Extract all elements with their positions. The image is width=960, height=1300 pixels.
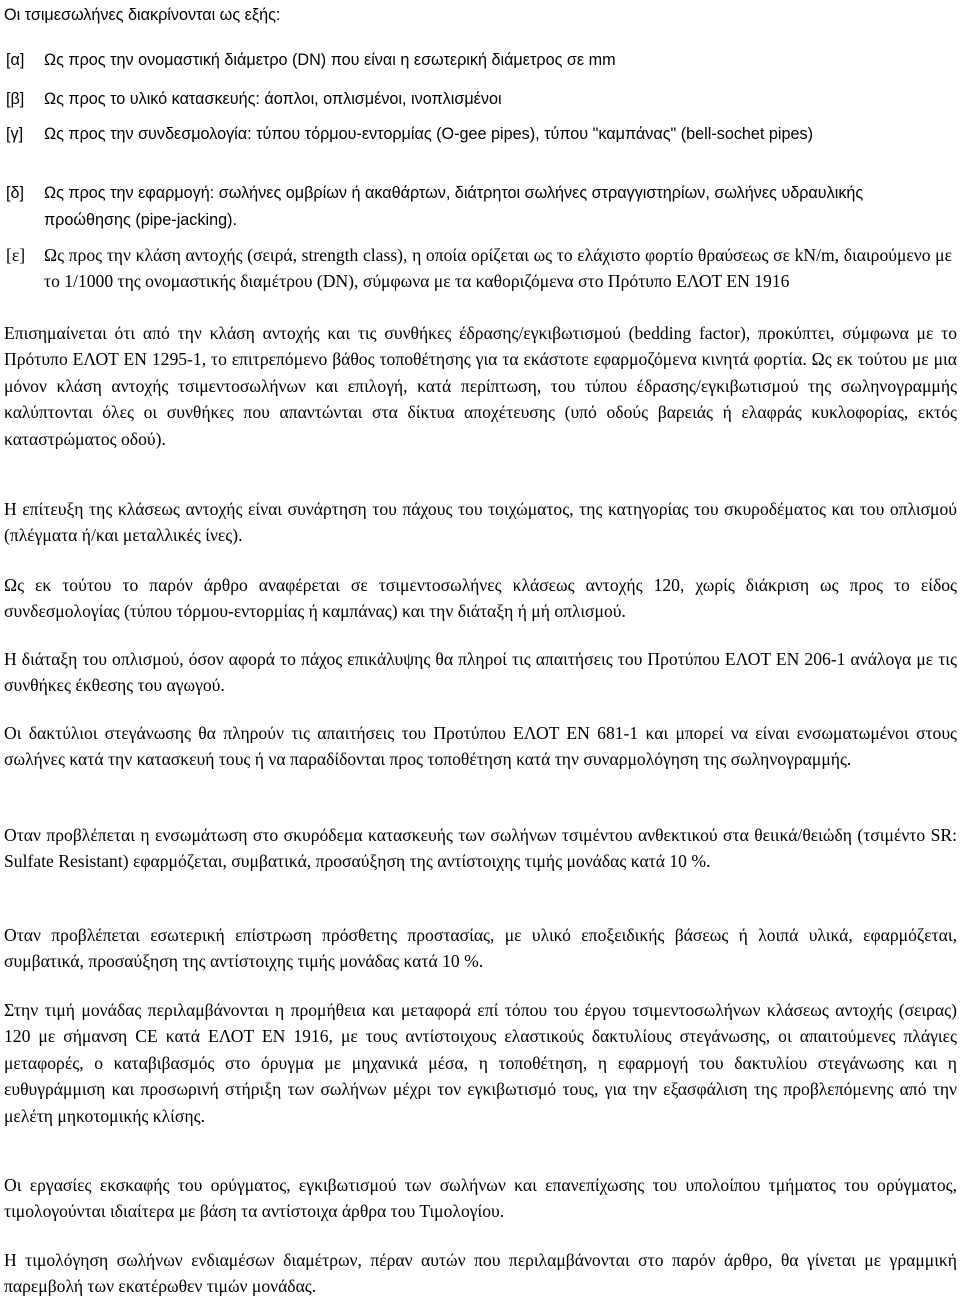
list-item-beta [6, 86, 956, 113]
paragraph-interpolation: Η τιμολόγηση σωλήνων ενδιαμέσων διαμέτρων, πέραν αυτών που περιλαμβάνονται στο παρόν άρθρο, θα γίνεται με γραμμική παρεμβολή των εκατέρωθεν τιμών μονάδας. [4, 1250, 957, 1297]
paragraph-strength-class: Η επίτευξη της κλάσεως αντοχής είναι συνάρτηση του πάχους του τοιχώματος, της κατηγορίας του σκυροδέματος και του οπλισμού (πλέγματα ή/και μεταλλικές ίνες). [4, 499, 957, 546]
paragraph-unit-price-includes: Στην τιμή μονάδας περιλαμβάνονται η προμήθεια και μεταφορά επί τόπου του έργου τσιμεντοσωλήνων κλάσεως αντοχής (σειρας) 120 με σήμανση CE κατά ΕΛΟΤ ΕΝ 1916, με τους αντίστοιχους ελαστικούς δακτυλίους στεγάνωσης, οι απαιτούμενες πλάγιες μεταφορές, ο καταβιβασμός στο όρυγμα με μηχανικά μέσα, η τοποθέτηση, η εφαρμογή του δακτυλίου στεγάνωσης και η ευθυγράμμιση και προσωρινή στήριξη των σωλήνων μέχρι τον εγκιβωτισμό τους, για την εξασφάλιση της προβλεπόμενης από την μελέτη μηκοτομικής κλίσης. [4, 1000, 957, 1126]
paragraph-excavation: Οι εργασίες εκσκαφής του ορύγματος, εγκιβωτισμού των σωλήνων και επανεπίχωσης του υπολοίπου τμήματος του ορύγματος, τιμολογούνται ιδιαίτερα με βάση τα αντίστοιχα άρθρα του Τιμολογίου. [4, 1175, 957, 1222]
list-item-epsilon [6, 242, 956, 295]
paragraph-sulfate-resistant: Οταν προβλέπεται η ενσωμάτωση στο σκυρόδεμα κατασκευής των σωλήνων τσιμέντου ανθεκτικού στα θειικά/θειώδη (τσιμέντο SR: Sulfate Resistant) εφαρμόζεται, συμβατικά, προσαύξηση της αντίστοιχης τιμής μονάδας κατά 10 %. [4, 825, 957, 872]
paragraph-article-scope: Ως εκ τούτου το παρόν άρθρο αναφέρεται σε τσιμεντοσωλήνες κλάσεως αντοχής 120, χωρίς διάκριση ως προς το είδος συνδεσμολογίας (τύπου τόρμου-εντορμίας ή καμπάνας) και την διάταξη ή μή οπλισμού. [4, 575, 957, 622]
list-marker: [δ] [6, 184, 25, 202]
list-marker: [α] [6, 51, 25, 69]
list-marker: [ε] [6, 245, 26, 265]
list-item-text: Ως προς την κλάση αντοχής (σειρά, strength class), η οποία ορίζεται ως το ελάχιστο φορτίο θραύσεως σε kN/m, διαιρούμενο με το 1/1000 της ονομαστικής διαμέτρου (DN), σύμφωνα με τα καθοριζόμενα στο Πρότυπο ΕΛΟΤ ΕΝ 1916 [44, 245, 952, 292]
paragraph-internal-coating: Οταν προβλέπεται εσωτερική επίστρωση πρόσθετης προστασίας, με υλικό εποξειδικής βάσεως ή λοιπά υλικά, εφαρμόζεται, συμβατικά, προσαύξηση της αντίστοιχης τιμής μονάδας κατά 10 %. [4, 925, 957, 972]
list-item-alpha [6, 47, 956, 74]
list-item-text: Ως προς την ονομαστική διάμετρο (DN) που είναι η εσωτερική διάμετρος σε mm [44, 51, 616, 69]
list-marker: [β] [6, 90, 25, 108]
intro-line: Οι τσιμεσωλήνες διακρίνονται ως εξής: [4, 6, 281, 24]
list-marker: [γ] [6, 125, 24, 143]
list-item-text: Ως προς την συνδεσμολογία: τύπου τόρμου-εντορμίας (O-gee pipes), τύπου "καμπάνας" (bell-sochet pipes) [44, 125, 813, 143]
list-item-text: Ως προς την εφαρμογή: σωλήνες ομβρίων ή ακαθάρτων, διάτρητοι σωλήνες στραγγιστηρίων, σωλήνες υδραυλικής προώθησης (pipe-jacking). [44, 184, 864, 229]
list-item-delta [6, 180, 956, 234]
list-item-gamma [6, 121, 956, 148]
paragraph-reinforcement-cover: Η διάταξη του οπλισμού, όσον αφορά το πάχος επικάλυψης θα πληροί τις απαιτήσεις του Προτύπου ΕΛΟΤ ΕΝ 206-1 ανάλογα με τις συνθήκες έκθεσης του αγωγού. [4, 649, 957, 696]
paragraph-sealing-rings: Οι δακτύλιοι στεγάνωσης θα πληρούν τις απαιτήσεις του Προτύπου ΕΛΟΤ ΕΝ 681-1 και μπορεί να είναι ενσωματωμένοι στους σωλήνες κατά την κατασκευή τους ή να παραδίδονται προς τοποθέτηση κατά την συναρμολόγηση της σωληνογραμμής. [4, 723, 957, 770]
paragraph-bedding: Επισημαίνεται ότι από την κλάση αντοχής και τις συνθήκες έδρασης/εγκιβωτισμού (bedding factor), προκύπτει, σύμφωνα με το Πρότυπο ΕΛΟΤ ΕΝ 1295-1, το επιτρεπόμενο βάθος τοποθέτησης για τα εκάστοτε εφαρμοζόμενα κινητά φορτία. Ως εκ τούτου με μια μόνον κλάση αντοχής τσιμεντοσωλήνων και επιλογή, κατά περίπτωση, του τύπου έδρασης/εγκιβωτισμού της σωληνογραμμής καλύπτονται όλες οι συνθήκες που απαντώνται στα δίκτυα αποχέτευσης (υπό οδούς βαρειάς ή ελαφράς κυκλοφορίας, εκτός καταστρώματος οδού). [4, 323, 957, 449]
list-item-text: Ως προς το υλικό κατασκευής: άοπλοι, οπλισμένοι, ινοπλισμένοι [44, 90, 502, 108]
